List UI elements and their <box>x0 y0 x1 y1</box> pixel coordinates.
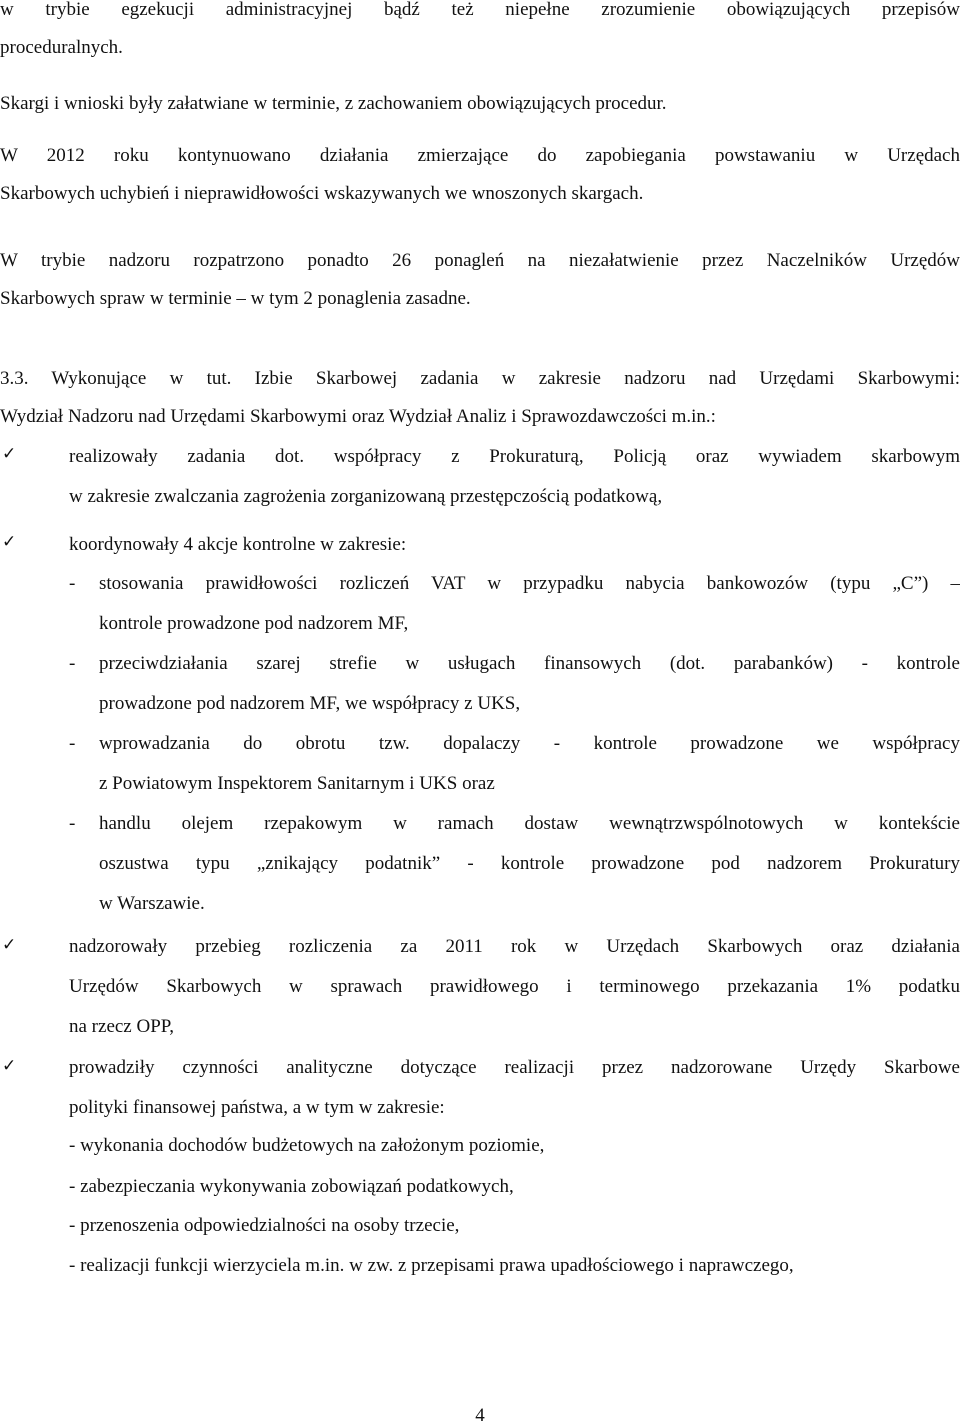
dash-marker: - <box>69 573 76 594</box>
subitem-text-line: w Warszawie. <box>99 893 205 914</box>
bullet-text-line: w zakresie zwalczania zagrożenia zorganizowaną przestępczością podatkową, <box>69 486 663 507</box>
check-icon: ✓ <box>2 935 17 955</box>
text-line: Skarbowych uchybień i nieprawidłowości wskazywanych we wnoszonych skargach. <box>0 183 644 204</box>
check-icon: ✓ <box>2 444 17 464</box>
dash-marker: - <box>69 733 76 754</box>
bullet-text-line: prowadziły czynności analityczne dotyczące realizacji przez nadzorowane Urzędy Skarbowe <box>69 1057 960 1078</box>
subitem-text-line: prowadzone pod nadzorem MF, we współpracy z UKS, <box>99 693 521 714</box>
page-number: 4 <box>475 1405 485 1426</box>
text-line: w trybie egzekucji administracyjnej bądź też niepełne zrozumienie obowiązujących przepisów <box>0 0 960 20</box>
bullet-text-line: nadzorowały przebieg rozliczenia za 2011 rok w Urzędach Skarbowych oraz działania <box>69 936 960 957</box>
bullet-text-line: realizowały zadania dot. współpracy z Prokuraturą, Policją oraz wywiadem skarbowym <box>69 446 960 467</box>
section-heading-line: 3.3. Wykonujące w tut. Izbie Skarbowej zadania w zakresie nadzoru nad Urzędami Skarbowymi: <box>0 368 960 389</box>
bullet-text-line: polityki finansowej państwa, a w tym w zakresie: <box>69 1097 445 1118</box>
text-line: Skarbowych spraw w terminie – w tym 2 ponaglenia zasadne. <box>0 288 471 309</box>
dash-marker: - <box>69 813 76 834</box>
subitem-text-line: z Powiatowym Inspektorem Sanitarnym i UKS oraz <box>99 773 495 794</box>
subitem-text-line: przeciwdziałania szarej strefie w usługach finansowych (dot. parabanków) - kontrole <box>99 653 960 674</box>
subitem-text-line: - zabezpieczania wykonywania zobowiązań podatkowych, <box>69 1176 514 1197</box>
subitem-text-line: - wykonania dochodów budżetowych na założonym poziomie, <box>69 1135 545 1156</box>
subitem-text-line: - przenoszenia odpowiedzialności na osoby trzecie, <box>69 1215 460 1236</box>
text-line: Wydział Nadzoru nad Urzędami Skarbowymi oraz Wydział Analiz i Sprawozdawczości m.in.: <box>0 406 716 427</box>
text-line: W trybie nadzoru rozpatrzono ponadto 26 ponagleń na niezałatwienie przez Naczelników Urzędów <box>0 250 960 271</box>
subitem-text-line: kontrole prowadzone pod nadzorem MF, <box>99 613 409 634</box>
check-icon: ✓ <box>2 532 17 552</box>
subitem-text-line: handlu olejem rzepakowym w ramach dostaw wewnątrzwspólnotowych w kontekście <box>99 813 960 834</box>
bullet-text-line: koordynowały 4 akcje kontrolne w zakresie: <box>69 534 407 555</box>
text-line: Skargi i wnioski były załatwiane w terminie, z zachowaniem obowiązujących procedur. <box>0 93 667 114</box>
dash-marker: - <box>69 653 76 674</box>
bullet-text-line: Urzędów Skarbowych w sprawach prawidłowego i terminowego przekazania 1% podatku <box>69 976 960 997</box>
subitem-text-line: oszustwa typu „znikający podatnik” - kontrole prowadzone pod nadzorem Prokuratury <box>99 853 960 874</box>
subitem-text-line: wprowadzania do obrotu tzw. dopalaczy - kontrole prowadzone we współpracy <box>99 733 960 754</box>
text-line: W 2012 roku kontynuowano działania zmierzające do zapobiegania powstawaniu w Urzędach <box>0 145 960 166</box>
text-line: proceduralnych. <box>0 37 123 58</box>
subitem-text-line: - realizacji funkcji wierzyciela m.in. w zw. z przepisami prawa upadłościowego i naprawczego, <box>69 1255 794 1276</box>
subitem-text-line: stosowania prawidłowości rozliczeń VAT w przypadku nabycia bankowozów (typu „C”) – <box>99 573 960 594</box>
check-icon: ✓ <box>2 1056 17 1076</box>
bullet-text-line: na rzecz OPP, <box>69 1016 174 1037</box>
